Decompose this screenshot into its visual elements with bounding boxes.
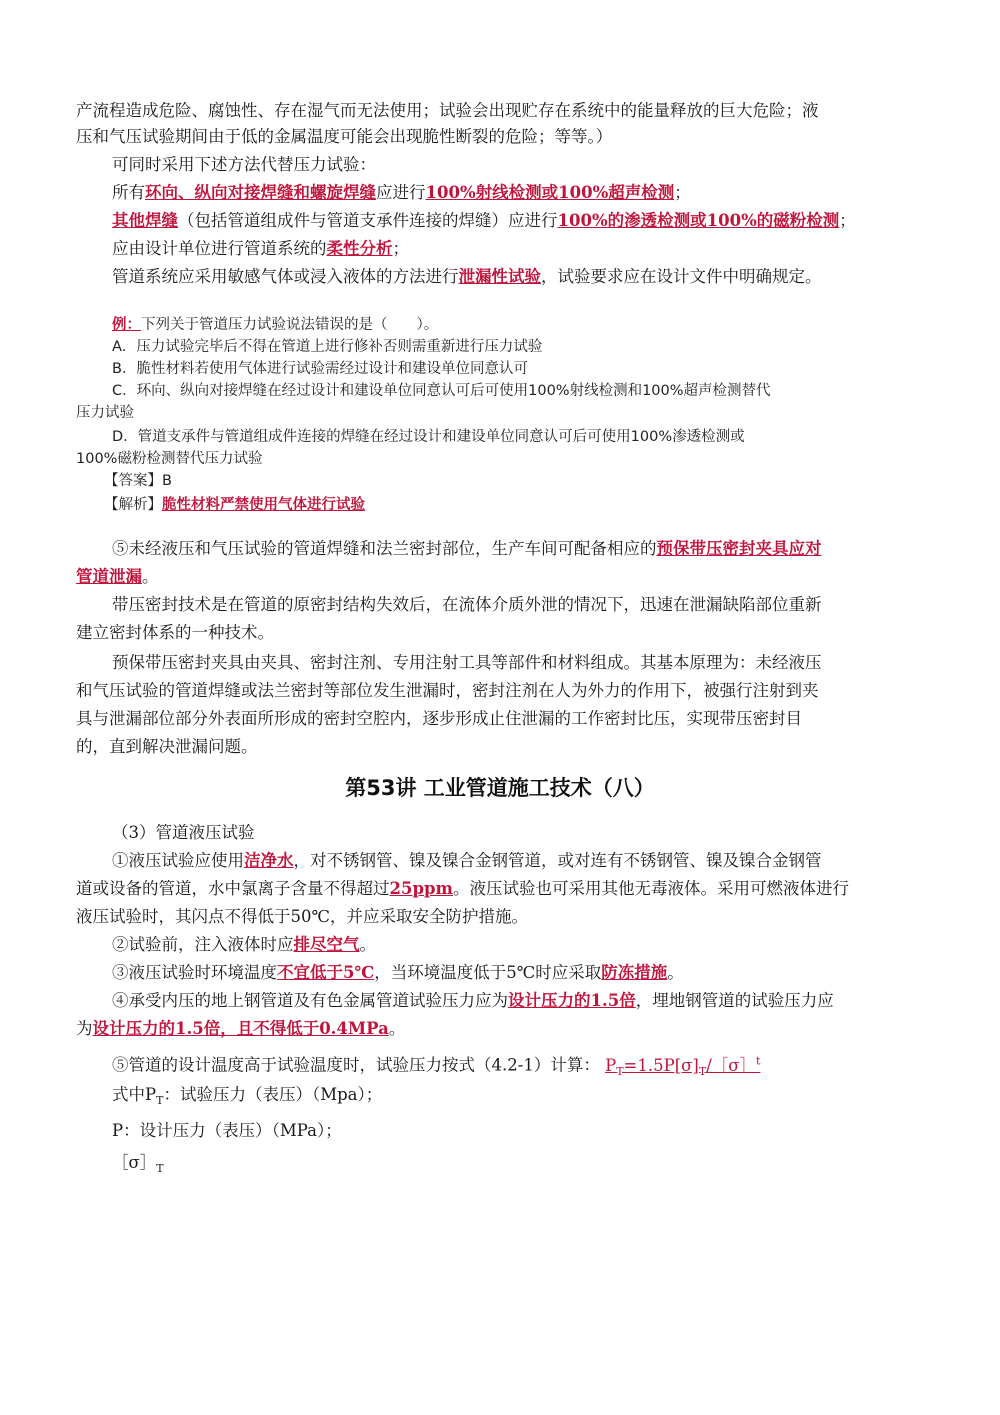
text: 。 xyxy=(388,1019,406,1038)
option-a: A．压力试验完毕后不得在管道上进行修补否则需重新进行压力试验 xyxy=(112,339,543,355)
test-pressure-formula xyxy=(605,1054,761,1078)
text: 应进行 xyxy=(376,183,426,202)
highlight: 100%射线检测或100%超声检测 xyxy=(425,183,675,202)
highlight: 设计压力的1.5倍，且不得低于0.4MPa xyxy=(92,1019,389,1038)
option-b: B．脆性材料若使用气体进行试验需经过设计和建设单位同意认可 xyxy=(112,361,528,377)
text: 所有 xyxy=(112,183,145,202)
option-c: C．环向、纵向对接焊缝在经过设计和建设单位同意认可后可使用100%射线检测和100%超声检测替代 xyxy=(112,383,771,399)
answer-value: B xyxy=(162,473,172,489)
text: ； xyxy=(392,239,409,258)
clamp-para-1: 预保带压密封夹具由夹具、密封注剂、专用注射工具等部件和材料组成。其基本原理为：未经液压 xyxy=(112,653,822,672)
highlight: 不宜低于5℃ xyxy=(277,963,375,982)
highlight: 100%的渗透检测或100%的磁粉检测 xyxy=(557,211,840,230)
highlight: 设计压力的1.5倍 xyxy=(508,991,636,1010)
highlight: 环向、纵向对接焊缝和螺旋焊缝 xyxy=(145,183,376,202)
text: 管道系统应采用敏感气体或浸入液体的方法进行 xyxy=(112,267,459,286)
option-d: D．管道支承件与管道组成件连接的焊缝在经过设计和建设单位同意认可后可使用100%渗透检测或 xyxy=(112,429,745,445)
answer xyxy=(104,470,964,492)
highlight: 柔性分析 xyxy=(326,239,393,258)
text: 。液压试验也可采用其他无毒液体。采用可燃液体进行 xyxy=(453,879,849,898)
text: 式中P xyxy=(112,1085,157,1104)
example-question xyxy=(112,314,972,336)
text: 。 xyxy=(142,567,159,586)
text: 为 xyxy=(76,1019,93,1038)
example-label: 例： xyxy=(112,317,141,333)
subscript: T xyxy=(698,1064,707,1078)
sigma-definition xyxy=(112,1150,972,1182)
section5-line-2 xyxy=(76,564,936,590)
highlight: 25ppm xyxy=(389,879,453,898)
text: ⑤未经液压和气压试验的管道焊缝和法兰密封部位，生产车间可配备相应的 xyxy=(112,539,657,558)
hydro-item-1-line-2 xyxy=(76,876,936,902)
sealing-para-1: 带压密封技术是在管道的原密封结构失效后，在流体介质外泄的情况下，迅速在泄漏缺陷部位重新 xyxy=(112,595,822,614)
hydro-item-3 xyxy=(112,960,972,986)
text: ④承受内压的地上钢管道及有色金属管道试验压力应为 xyxy=(112,991,508,1010)
section5-line-1 xyxy=(112,536,972,562)
option-c-cont: 压力试验 xyxy=(76,405,134,421)
text: 应由设计单位进行管道系统的 xyxy=(112,239,327,258)
clamp-para-4: 的，直到解决泄漏问题。 xyxy=(76,737,258,756)
subscript: T xyxy=(156,1094,164,1107)
text: ②试验前，注入液体时应 xyxy=(112,935,294,954)
sealing-para-1-cont: 建立密封体系的一种技术。 xyxy=(76,623,274,642)
text: ，试验要求应在设计文件中明确规定。 xyxy=(541,267,822,286)
text: ； xyxy=(839,211,856,230)
text: /［σ］ xyxy=(706,1055,757,1075)
clamp-para-2: 和气压试验的管道焊缝或法兰密封等部位发生泄漏时，密封注剂在人为外力的作用下，被强行注射到夹 xyxy=(76,681,819,700)
text: ：试验压力（表压）（Mpa）； xyxy=(163,1085,383,1104)
clamp-para-3: 具与泄漏部位部分外表面所形成的密封空腔内，逐步形成止住泄漏的工作密封比压，实现带压密封目 xyxy=(76,709,802,728)
text: 。 xyxy=(667,963,684,982)
alt-item-1 xyxy=(112,180,972,206)
p-definition: P：设计压力（表压）（MPa）； xyxy=(112,1121,342,1140)
highlight: 其他焊缝 xyxy=(112,211,178,230)
text: （包括管道组成件与管道支承件连接的焊缝）应进行 xyxy=(178,211,558,230)
text: 。 xyxy=(359,935,376,954)
text: =1.5P[σ] xyxy=(623,1055,699,1075)
highlight: 洁净水 xyxy=(244,851,294,870)
hydro-item-1-line-3: 液压试验时，其闪点不得低于50℃，并应采取安全防护措施。 xyxy=(76,907,528,926)
hydro-item-1 xyxy=(112,848,972,874)
hydro-item-4-line-2 xyxy=(76,1016,936,1042)
option-d-cont: 100%磁粉检测替代压力试验 xyxy=(76,451,263,467)
hydro-heading: （3）管道液压试验 xyxy=(112,823,255,842)
text: P xyxy=(605,1055,617,1075)
analysis-text: 脆性材料严禁使用气体进行试验 xyxy=(162,497,365,513)
highlight: 泄漏性试验 xyxy=(458,267,541,286)
highlight: 预保带压密封夹具应对 xyxy=(656,539,822,558)
subscript: T xyxy=(616,1064,624,1078)
text: ③液压试验时环境温度 xyxy=(112,963,277,982)
answer-label: 【答案】 xyxy=(104,473,162,489)
highlight: 防冻措施 xyxy=(601,963,668,982)
alt-item-3 xyxy=(112,236,972,262)
hydro-item-2 xyxy=(112,932,972,958)
highlight: 排尽空气 xyxy=(293,935,360,954)
text: ［σ］ xyxy=(112,1153,157,1172)
text: 道或设备的管道，水中氯离子含量不得超过 xyxy=(76,879,390,898)
pt-definition xyxy=(112,1082,972,1114)
text: 下列关于管道压力试验说法错误的是（ ）。 xyxy=(141,317,439,333)
text: ①液压试验应使用 xyxy=(112,851,244,870)
text: ，当环境温度低于5℃时应采取 xyxy=(374,963,602,982)
lecture-title: 第53讲 工业管道施工技术（八） xyxy=(345,776,655,800)
subscript: T xyxy=(156,1162,164,1175)
superscript: t xyxy=(756,1054,761,1067)
highlight: 管道泄漏 xyxy=(76,567,142,586)
text: ⑤管道的设计温度高于试验温度时，试验压力按式（4.2-1）计算： xyxy=(112,1055,600,1075)
alt-item-4 xyxy=(112,264,972,290)
intro-line-2: 压和气压试验期间由于低的金属温度可能会出现脆性断裂的危险；等等。） xyxy=(76,127,613,146)
analysis xyxy=(104,494,964,516)
text: ； xyxy=(674,183,691,202)
hydro-item-5 xyxy=(112,1048,972,1085)
hydro-item-4 xyxy=(112,988,972,1014)
analysis-label: 【解析】 xyxy=(104,497,162,513)
text: ，埋地钢管道的试验压力应 xyxy=(635,991,834,1010)
text: ，对不锈钢管、镍及镍合金钢管道，或对连有不锈钢管、镍及镍合金钢管 xyxy=(293,851,822,870)
intro-line-1: 产流程造成危险、腐蚀性、存在湿气而无法使用；试验会出现贮存在系统中的能量释放的巨大危险；液 xyxy=(76,101,819,120)
alt-item-2 xyxy=(112,208,972,234)
alt-lead: 可同时采用下述方法代替压力试验： xyxy=(112,155,376,174)
